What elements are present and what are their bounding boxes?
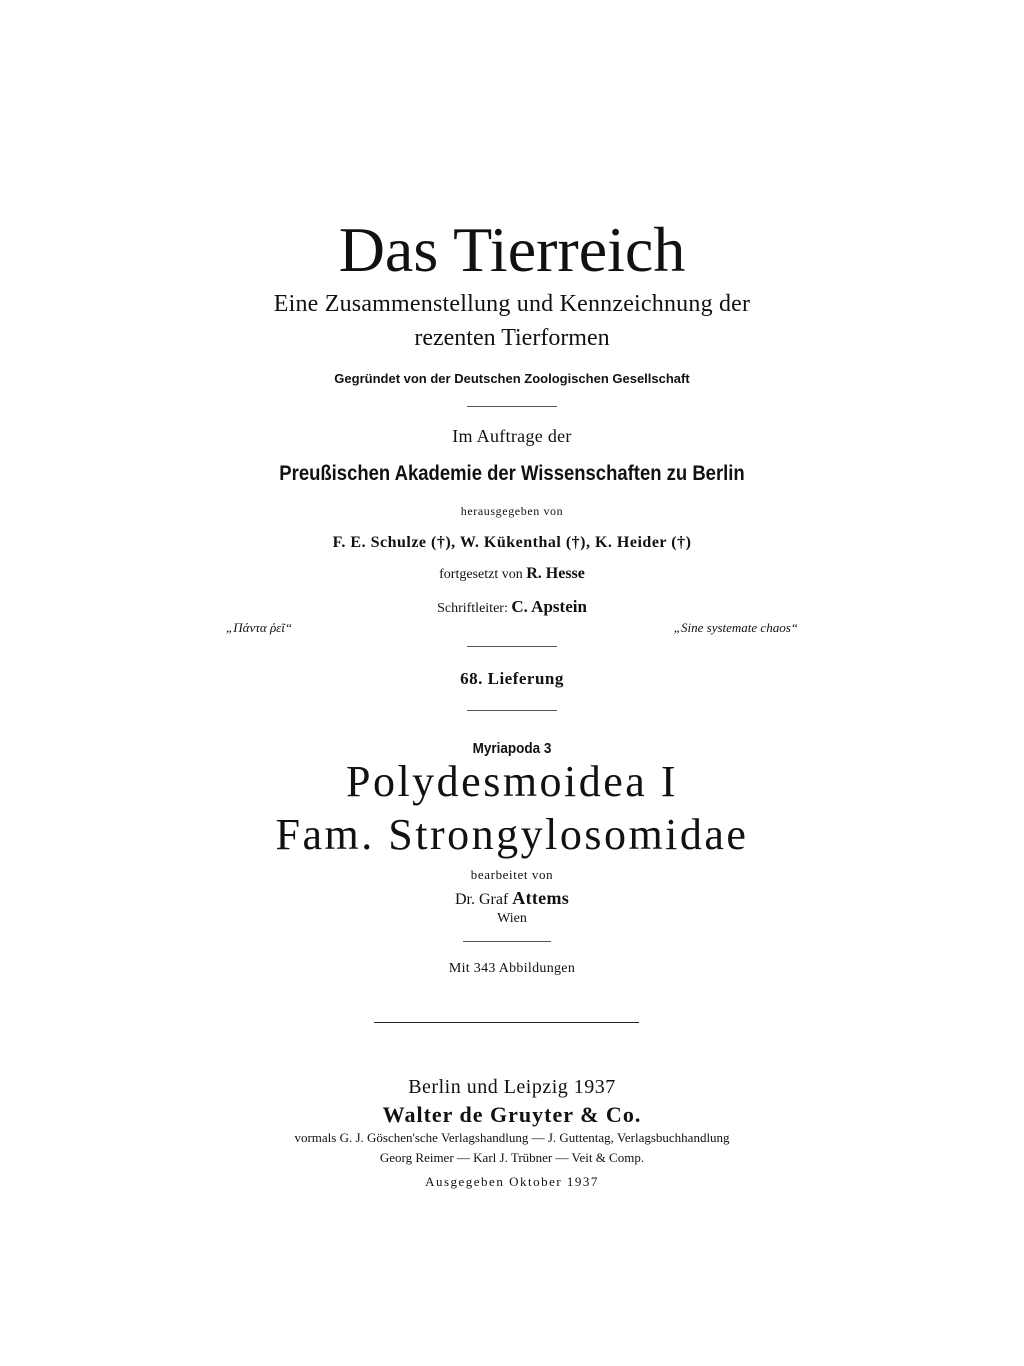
motto-left: „Πάντα ῥεῖ“ (226, 620, 293, 635)
divider-1 (467, 406, 557, 407)
divider-4 (463, 941, 551, 942)
divider-5 (374, 1022, 639, 1023)
continued-line (0, 566, 1024, 582)
illustrations-note: Mit 343 Abbildungen (448, 961, 576, 976)
subtitle-line-1: Eine Zusammenstellung und Kennzeichnung der (273, 291, 751, 317)
motto-right: „Sine systemate chaos“ (673, 620, 798, 635)
issue-date: Ausgegeben Oktober 1937 (425, 1174, 599, 1189)
author-line (0, 889, 1024, 908)
work-title-line-2: Fam. Strongylosomidae (275, 810, 749, 859)
author-prefix: Dr. Graf (454, 891, 509, 908)
series-label: Myriapoda 3 (472, 740, 552, 757)
academy-name: Preußischen Akademie der Wissenschaften zu Berlin (279, 462, 745, 485)
managing-editor-name: C. Apstein (511, 597, 587, 616)
issue-number: 68. Lieferung (460, 669, 564, 688)
author-city: Wien (497, 911, 527, 926)
publisher-formerly: vormals G. J. Göschen'sche Verlagshandlung — J. Guttentag, Verlagsbuchhandlung (294, 1130, 730, 1145)
publisher-name: Walter de Gruyter & Co. (382, 1102, 642, 1127)
work-title-line-1: Polydesmoidea I (345, 757, 678, 806)
author-name: Attems (512, 888, 570, 908)
editors-names: F. E. Schulze (†), W. Kükenthal (†), K. Heider (†) (332, 534, 692, 551)
continued-prefix: fortgesetzt von (439, 567, 523, 582)
managing-editor-prefix: Schriftleiter: (437, 601, 508, 616)
book-title: Das Tierreich (338, 214, 686, 285)
subtitle-line-2: rezenten Tierformen (414, 325, 610, 351)
editors-intro: herausgegeben von (460, 504, 564, 518)
commission-prefix: Im Auftrage der (452, 426, 572, 446)
continued-name: R. Hesse (526, 565, 585, 582)
divider-2 (467, 646, 557, 647)
author-intro: bearbeitet von (470, 867, 554, 882)
publisher-formerly-2: Georg Reimer — Karl J. Trübner — Veit & Comp. (379, 1150, 645, 1165)
divider-3 (467, 710, 557, 711)
founded-note: Gegründet von der Deutschen Zoologischen Gesellschaft (334, 371, 690, 386)
place-and-year: Berlin und Leipzig 1937 (408, 1076, 616, 1098)
managing-editor-line (0, 598, 1024, 616)
